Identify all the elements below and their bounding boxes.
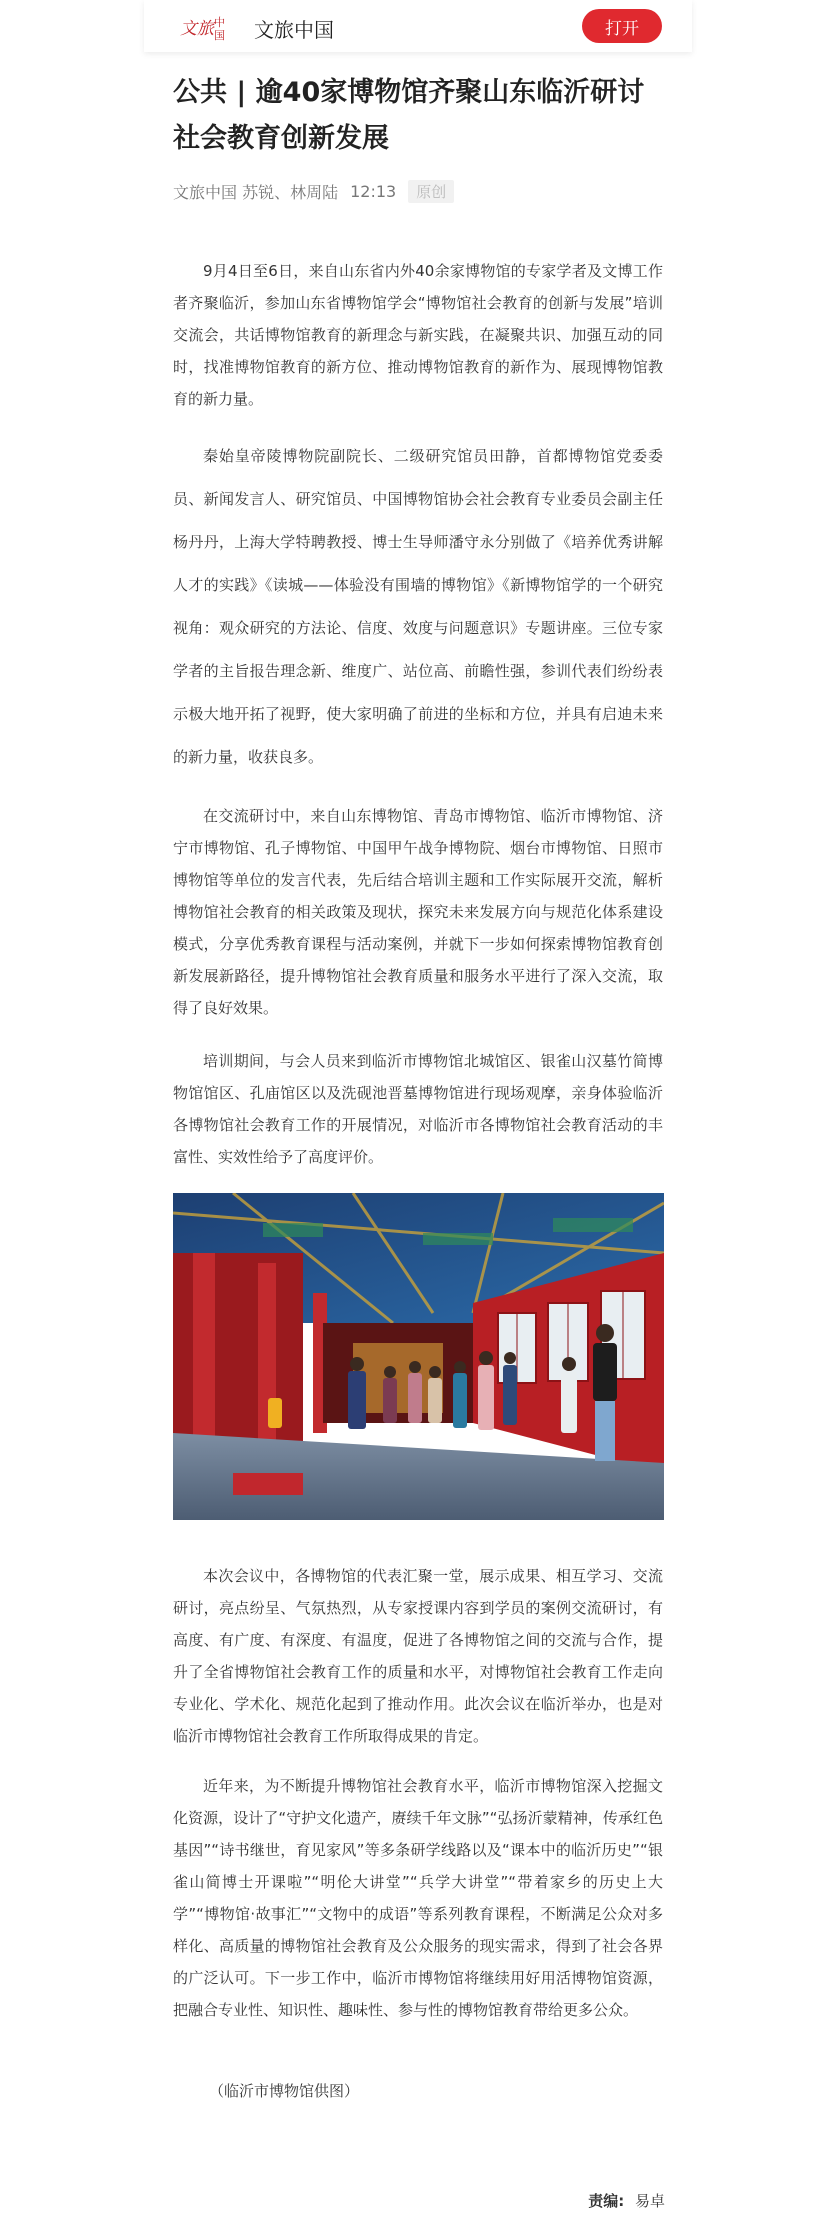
article-author: 文旅中国 苏锐、林周陆	[173, 183, 339, 202]
paragraph: 9月4日至6日，来自山东省内外40余家博物馆的专家学者及文博工作者齐聚临沂，参加山东省博物馆学会“博物馆社会教育的创新与发展”培训交流会，共话博物馆教育的新理念与新实践，在凝聚共识、加强互动的同时，找准博物馆教育的新方位、推动博物馆教育的新作为、展现博物馆教育的新力量。	[173, 262, 663, 408]
svg-text:文旅: 文旅	[180, 19, 214, 39]
article	[173, 70, 663, 203]
paragraph: 培训期间，与会人员来到临沂市博物馆北城馆区、银雀山汉墓竹简博物馆馆区、孔庙馆区以及洗砚池晋墓博物馆进行现场观摩，亲身体验临沂各博物馆社会教育工作的开展情况，对临沂市各博物馆社会教育活动的丰富性、实效性给予了高度评价。	[173, 1052, 663, 1166]
article-time: 12:13	[350, 182, 397, 201]
editor-line	[588, 2190, 665, 2211]
top-bar	[144, 0, 692, 52]
article-title: 公共 | 逾40家博物馆齐聚山东临沂研讨社会教育创新发展	[173, 77, 645, 154]
museum-hall-photo	[173, 1193, 664, 1520]
paragraph: 本次会议中，各博物馆的代表汇聚一堂，展示成果、相互学习、交流研讨，亮点纷呈、气氛热烈，从专家授课内容到学员的案例交流研讨，有高度、有广度、有深度、有温度，促进了各博物馆之间的交流与合作，提升了全省博物馆社会教育工作的质量和水平，对博物馆社会教育工作走向专业化、学术化、规范化起到了推动作用。此次会议在临沂举办，也是对临沂市博物馆社会教育工作所取得成果的肯定。	[173, 1567, 663, 1745]
article-meta	[173, 180, 663, 203]
open-app-button[interactable]: 打开	[582, 9, 662, 43]
paragraph: 在交流研讨中，来自山东博物馆、青岛市博物馆、临沂市博物馆、济宁市博物馆、孔子博物馆、中国甲午战争博物院、烟台市博物馆、日照市博物馆等单位的发言代表，先后结合培训主题和工作实际展开交流，解析博物馆社会教育的相关政策及现状，探究未来发展方向与规范化体系建设模式，分享优秀教育课程与活动案例，并就下一步如何探索博物馆教育创新发展新路径，提升博物馆社会教育质量和服务水平进行了深入交流，取得了良好效果。	[173, 807, 663, 1017]
museum-hall-image	[173, 1193, 664, 1520]
svg-text:国: 国	[214, 29, 225, 42]
original-tag: 原创	[408, 180, 454, 203]
editor-name: 易卓	[634, 2192, 665, 2210]
paragraph: 近年来，为不断提升博物馆社会教育水平，临沂市博物馆深入挖掘文化资源，设计了“守护文化遗产，赓续千年文脉”“弘扬沂蒙精神，传承红色基因”“诗书继世，育见家风”等多条研学线路以及“课本中的临沂历史”“银雀山简博士开课啦”“明伦大讲堂”“兵学大讲堂”“带着家乡的历史上大学”“博物馆·故事汇”“文物中的成语”等系列教育课程，不断满足公众对多样化、高质量的博物馆社会教育及公众服务的现实需求，得到了社会各界的广泛认可。下一步工作中，临沂市博物馆将继续用好用活博物馆资源，把融合专业性、知识性、趣味性、参与性的博物馆教育带给更多公众。	[173, 1777, 663, 2019]
app-name: 文旅中国	[254, 18, 334, 42]
svg-text:中: 中	[214, 16, 225, 29]
editor-label: 责编:	[588, 2192, 625, 2210]
paragraph: 秦始皇帝陵博物院副院长、二级研究馆员田静，首都博物馆党委委员、新闻发言人、研究馆员、中国博物馆协会社会教育专业委员会副主任杨丹丹，上海大学特聘教授、博士生导师潘守永分别做了《培养优秀讲解人才的实践》《读城——体验没有围墙的博物馆》《新博物馆学的一个研究视角：观众研究的方法论、信度、效度与问题意识》专题讲座。三位专家学者的主旨报告理念新、维度广、站位高、前瞻性强，参训代表们纷纷表示极大地开拓了视野，使大家明确了前进的坐标和方位，并具有启迪未来的新力量，收获良多。	[173, 447, 663, 766]
photo-credit: （临沂市博物馆供图）	[209, 2082, 360, 2100]
wenlv-logo-icon	[178, 10, 236, 42]
